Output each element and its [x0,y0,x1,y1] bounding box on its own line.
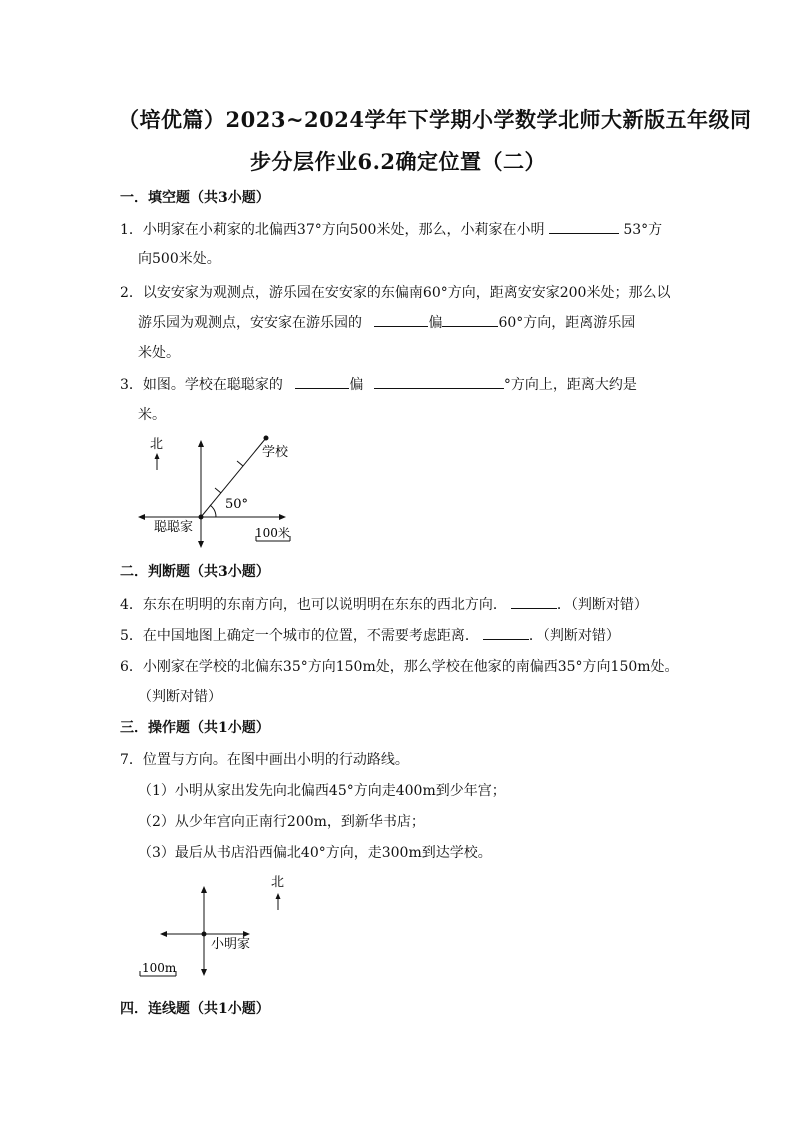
section-fill-blank: 一．填空题（共3小题） [120,190,270,206]
home-label: 小明家 [211,937,251,952]
question-2: 2．以安安家为观测点，游乐园在安安家的东偏南60°方向，距离安安家200米处；那么以 [120,285,671,301]
question-1-text-2: 53°方 [623,222,663,238]
north-arrow-head [155,453,160,459]
question-1 [120,219,662,239]
tick-mark [215,488,221,493]
question-2-text: 游乐园为观测点，安安家在游乐园的 [138,315,362,331]
axis-arrow-left [160,931,167,937]
question-7-step-3: （3）最后从书店沿西偏北40°方向，走300m到达学校。 [138,845,492,861]
question-7-step-1: （1）小明从家出发先向北偏西45°方向走400m到少年宫； [138,783,506,799]
question-6-line-2: （判断对错） [138,689,222,705]
school-point [264,436,269,441]
section-true-false: 二．判断题（共3小题） [120,564,270,580]
school-label: 学校 [262,445,289,460]
question-5-text: 5．在中国地图上确定一个城市的位置，不需要考虑距离． [120,628,479,644]
answer-blank[interactable] [442,312,498,327]
section-matching: 四．连线题（共1小题） [120,1001,270,1017]
question-5 [120,625,620,645]
question-2-text-2: 偏 [428,315,443,331]
axis-arrow-up [201,886,207,893]
question-3 [120,374,637,394]
question-5-text-2: ．（判断对错） [528,628,620,644]
question-1-text: 1．小明家在小莉家的北偏西37°方向500米处，那么，小莉家在小明 [120,222,545,238]
question-3-text-2: 偏 [349,377,364,393]
home-label: 聪聪家 [154,520,194,535]
question-4 [120,594,648,614]
scale-label: 100m [142,961,177,975]
answer-blank[interactable] [374,312,428,327]
answer-blank[interactable] [295,374,349,389]
section-operation: 三．操作题（共1小题） [120,720,270,736]
question-7-step-2: （2）从少年宫向正南行200m，到新华书店； [138,814,425,830]
angle-label: 50° [225,497,249,512]
axis-arrow-up [198,440,204,447]
question-2-line-2 [138,312,635,332]
title-line-2: 步分层作业6.2确定位置（二） [250,149,547,174]
scale-label: 100米 [255,526,290,540]
question-2-text-3: 60°方向，距离游乐园 [498,315,636,331]
axis-arrow-right [279,514,286,520]
question-4-text: 4．东东在明明的东南方向，也可以说明明在东东的西北方向． [120,597,507,613]
question-3-text-3: °方向上，距离大约是 [503,377,637,393]
axis-arrow-down [201,969,207,976]
north-label: 北 [150,437,164,452]
answer-blank[interactable] [549,219,619,234]
question-7: 7．位置与方向。在图中画出小明的行动路线。 [120,752,409,768]
question-2-line-3: 米处。 [138,345,180,361]
tick-mark [237,461,243,466]
axis-arrow-left [138,514,145,520]
question-4-text-2: ．（判断对错） [556,597,648,613]
answer-blank[interactable] [483,625,529,640]
question-3-text: 3．如图。学校在聪聪家的 [120,377,283,393]
question-6: 6．小刚家在学校的北偏东35°方向150m处，那么学校在他家的南偏西35°方向150m处。 [120,659,679,675]
question-1-line-2: 向500米处。 [138,251,221,267]
axis-arrow-down [198,541,204,548]
answer-blank[interactable] [511,594,557,609]
figure-school-direction [130,430,300,550]
home-point [202,932,207,937]
title-line-1: （培优篇）2023~2024学年下学期小学数学北师大新版五年级同 [118,107,752,132]
figure-xiaoming-home [130,868,300,984]
north-arrow-head [276,893,281,899]
north-label: 北 [271,875,285,890]
angle-arc [210,505,216,517]
answer-blank[interactable] [374,374,504,389]
question-3-line-2: 米。 [138,407,166,423]
